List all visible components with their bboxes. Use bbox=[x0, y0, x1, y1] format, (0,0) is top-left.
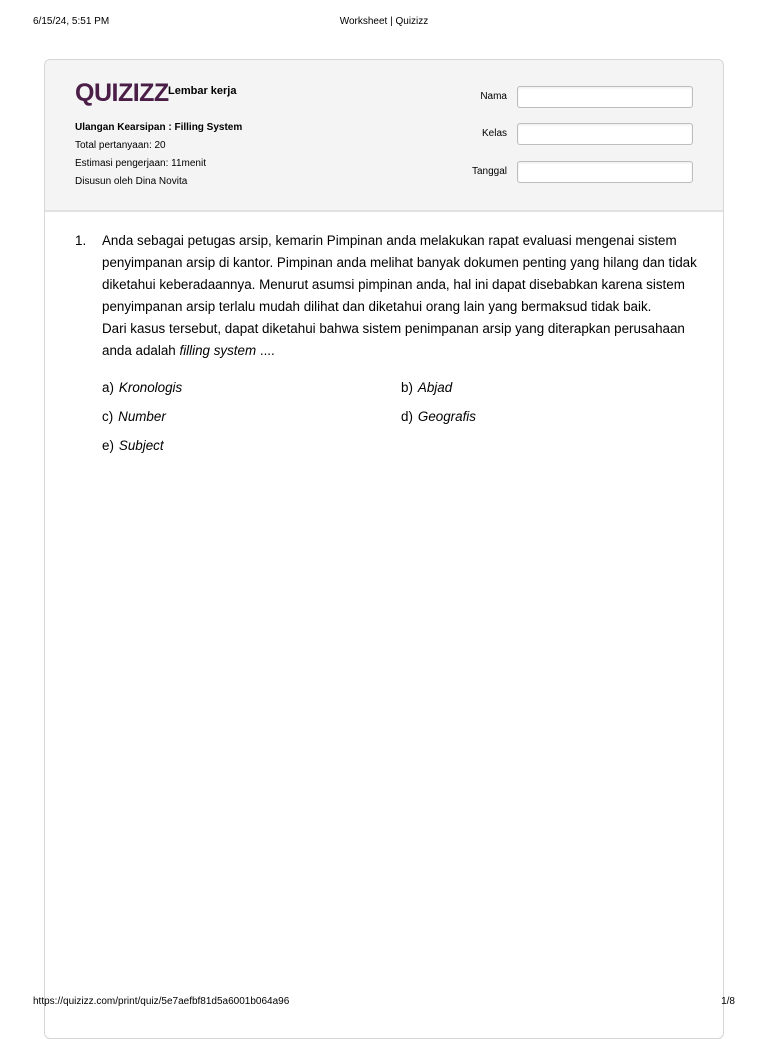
option-c[interactable] bbox=[102, 406, 166, 428]
option-text: Kronologis bbox=[118, 380, 183, 395]
quiz-title: Ulangan Kearsipan : Filling System bbox=[75, 122, 243, 133]
option-e[interactable] bbox=[102, 435, 164, 457]
option-letter: c) bbox=[102, 409, 114, 424]
page-number: 1/8 bbox=[721, 996, 735, 1007]
time-estimate: Estimasi pengerjaan: 11menit bbox=[75, 158, 206, 169]
name-label: Nama bbox=[480, 91, 507, 102]
option-letter: a) bbox=[102, 380, 114, 395]
question-text bbox=[102, 230, 702, 362]
question-number: 1. bbox=[75, 233, 87, 248]
option-d[interactable] bbox=[401, 406, 476, 428]
quiz-meta bbox=[75, 119, 242, 191]
print-datetime: 6/15/24, 5:51 PM bbox=[33, 16, 110, 27]
date-label: Tanggal bbox=[471, 166, 507, 177]
name-field[interactable] bbox=[517, 86, 693, 108]
worksheet bbox=[44, 59, 724, 1039]
option-b[interactable] bbox=[401, 377, 452, 399]
option-letter: d) bbox=[401, 409, 413, 424]
worksheet-label: Lembar kerja bbox=[168, 85, 237, 97]
option-letter: e) bbox=[102, 438, 114, 453]
print-header bbox=[33, 16, 735, 30]
option-letter: b) bbox=[401, 380, 413, 395]
option-text: Subject bbox=[118, 438, 164, 453]
question-text-part1: Anda sebagai petugas arsip, kemarin Pimpinan anda melakukan rapat evaluasi mengenai sistem penyimpanan arsip di kantor. Pimpinan anda melihat banyak dokumen penting yang hilang dan tidak diketahui keberadaannya. Menurut asumsi pimpinan anda, hal ini dapat disebabkan karena sistem penyimpanan arsip terlalu mudah dilihat dan diketahui orang lain yang bermaksud tidak baik. bbox=[102, 233, 697, 314]
print-url[interactable]: https://quizizz.com/print/quiz/5e7aefbf81d5a6001b064a96 bbox=[33, 996, 290, 1007]
question-text-part2: Dari kasus tersebut, dapat diketahui bahwa sistem penimpanan arsip yang diterapkan perusahaan anda adalah bbox=[102, 321, 685, 358]
class-label: Kelas bbox=[481, 128, 507, 139]
brand bbox=[75, 80, 169, 106]
total-questions: Total pertanyaan: 20 bbox=[75, 140, 166, 151]
author: Disusun oleh Dina Novita bbox=[75, 176, 188, 187]
print-page-title: Worksheet | Quizizz bbox=[339, 16, 429, 27]
date-field[interactable] bbox=[517, 161, 693, 183]
worksheet-header bbox=[45, 60, 723, 212]
option-text: Number bbox=[118, 409, 166, 424]
question-text-end: .... bbox=[259, 343, 275, 358]
question-text-italic: filling system bbox=[179, 343, 257, 358]
class-field[interactable] bbox=[517, 123, 693, 145]
quizizz-logo: QUIZIZZ bbox=[75, 79, 169, 107]
option-text: Geografis bbox=[417, 409, 476, 424]
print-footer bbox=[33, 996, 735, 1010]
option-a[interactable] bbox=[102, 377, 182, 399]
option-text: Abjad bbox=[417, 380, 453, 395]
